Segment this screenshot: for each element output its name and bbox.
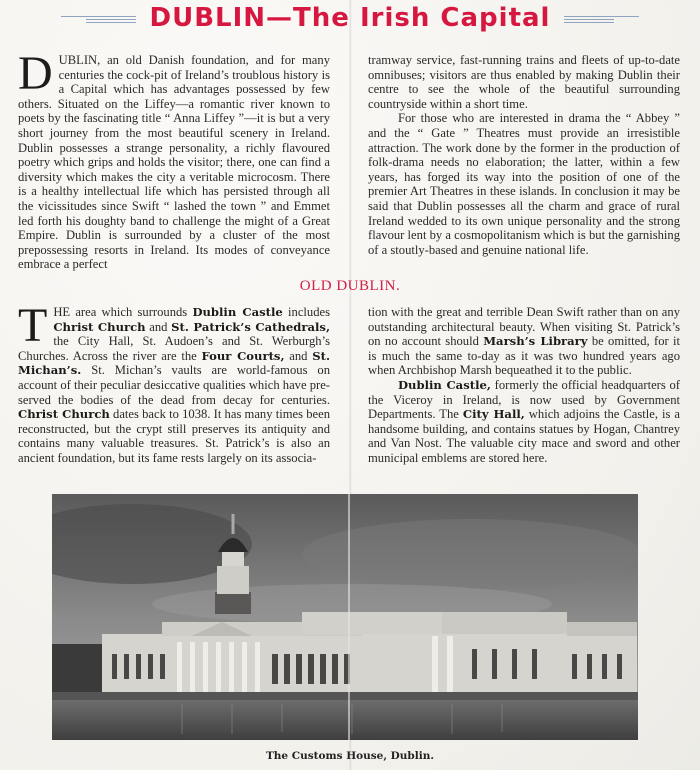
place-dublin-castle: Dublin Castle, [398, 377, 491, 392]
intro-paragraph [18, 47, 330, 272]
intro-right-column [368, 53, 680, 257]
old-dublin-paragraph-continued: tion with the great and terrible Dean Swift rather than on any outstanding architectural beauty. When visiting St. Patrick’s on no account should Marsh’s Library be omitted, for it is much the same to-day as it was two hundred years ago when Archbishop Marsh bequeathed it to the public. [368, 305, 680, 378]
customs-house-photo [52, 494, 638, 740]
place-city-hall: City Hall, [462, 407, 525, 422]
place-st-patricks: St. Patrick’s Cathedrals, [171, 319, 330, 334]
place-dublin-castle: Dublin Castle [192, 305, 283, 319]
drop-cap: T [18, 299, 48, 352]
place-christ-church: Christ Church [53, 319, 146, 334]
place-christ-church: Christ Church [18, 407, 110, 422]
dublin-castle-paragraph: Dublin Castle, formerly the official headquarters of the Viceroy in Ireland, is now used by Government Departments. The City Hall, which adjoins the Castle, is a handsome building, and contains statues by Hogan, Chantrey and Van Nost. The valuable city mace and sword and other municipal emblems are stored here. [368, 377, 680, 465]
place-marshs-library: Marsh’s Library [483, 334, 588, 349]
place-four-courts: Four Courts, [201, 348, 285, 363]
customs-house-illustration [52, 494, 638, 740]
old-dublin-right-column [368, 305, 680, 466]
drama-paragraph: For those who are interested in drama the “ Abbey ” and the “ Gate ” Theatres must provide an irresistible attraction. The work done by the former in the production of folk-drama needs no elaboration; the latter, within a few years, has forged its way into the position of one of the premier Art Theatres in these islands. In conclusion it may be said that Dublin possesses all the charm and grace of rural Ireland wedded to its own unique personality and the strong flavour lent by a cosmopolitanism which is but the garnishing of a stoutly-based and genuine national life. [368, 111, 680, 257]
section-heading-old-dublin: OLD DUBLIN. [299, 278, 401, 294]
page-title: DUBLIN—The Irish Capital [149, 3, 551, 33]
river-liffey [52, 700, 638, 740]
intro-paragraph-continued: tramway service, fast-running trains and fleets of up-to-date omnibuses; visitors are thus enabled by making Dublin their centre to see the whole of the beautiful surrounding countryside within a short time. [368, 53, 680, 111]
decorative-rule-right [564, 13, 654, 23]
page-header [0, 0, 700, 36]
drop-cap: D [18, 47, 53, 100]
old-dublin-left-column [18, 299, 330, 466]
photo-caption: The Customs House, Dublin. [265, 750, 435, 762]
quay-wall [52, 692, 638, 700]
place-st-michans: St. Michan’s. [18, 348, 330, 378]
old-dublin-paragraph: THE area which surrounds Dublin Castle includes Christ Church and St. Patrick’s Cathedrals, the City Hall, St. Audoen’s and St. Werburgh’s Churches. Across the river are the Four Courts, and St. Michan’s. St. Michan’s vaults are world-famous on account of their peculiar desiccative qualities which have preserved the bodies of the dead from decay for centuries. Christ Church dates back to 1038. It has many times been reconstructed, but the crypt still preserves its antiquity and contains many valuable treasures. St. Patrick’s is also an ancient foundation, but its fame rests largely on its associa- [18, 299, 330, 465]
intro-text: UBLIN, an old Danish foundation, and for many centuries the cock-pit of Ireland’s troublous history is a Capital which has advantages possessed by few others. Situated on the Liffey—a romantic river known to poets by the fascinating title “ Anna Liffey ”—it is but a very short journey from the most beautiful scenery in Ireland. Dublin possesses a strange personality, a richly flavoured poetry which grips and holds the visitor; there, one can find a diversity which makes the city a veritable microcosm. There is a healthy intellectual life which has persisted through all the vicissitudes since Swift “ lashed the town ” and Emmet led forth his doughty band to challenge the might of a Great Empire. Dublin is surrounded by a cluster of the most prepossessing resorts in Ireland. Its modes of conveyance embrace a perfect [18, 53, 330, 272]
decorative-rule-left [46, 13, 136, 23]
intro-left-column [18, 47, 330, 272]
